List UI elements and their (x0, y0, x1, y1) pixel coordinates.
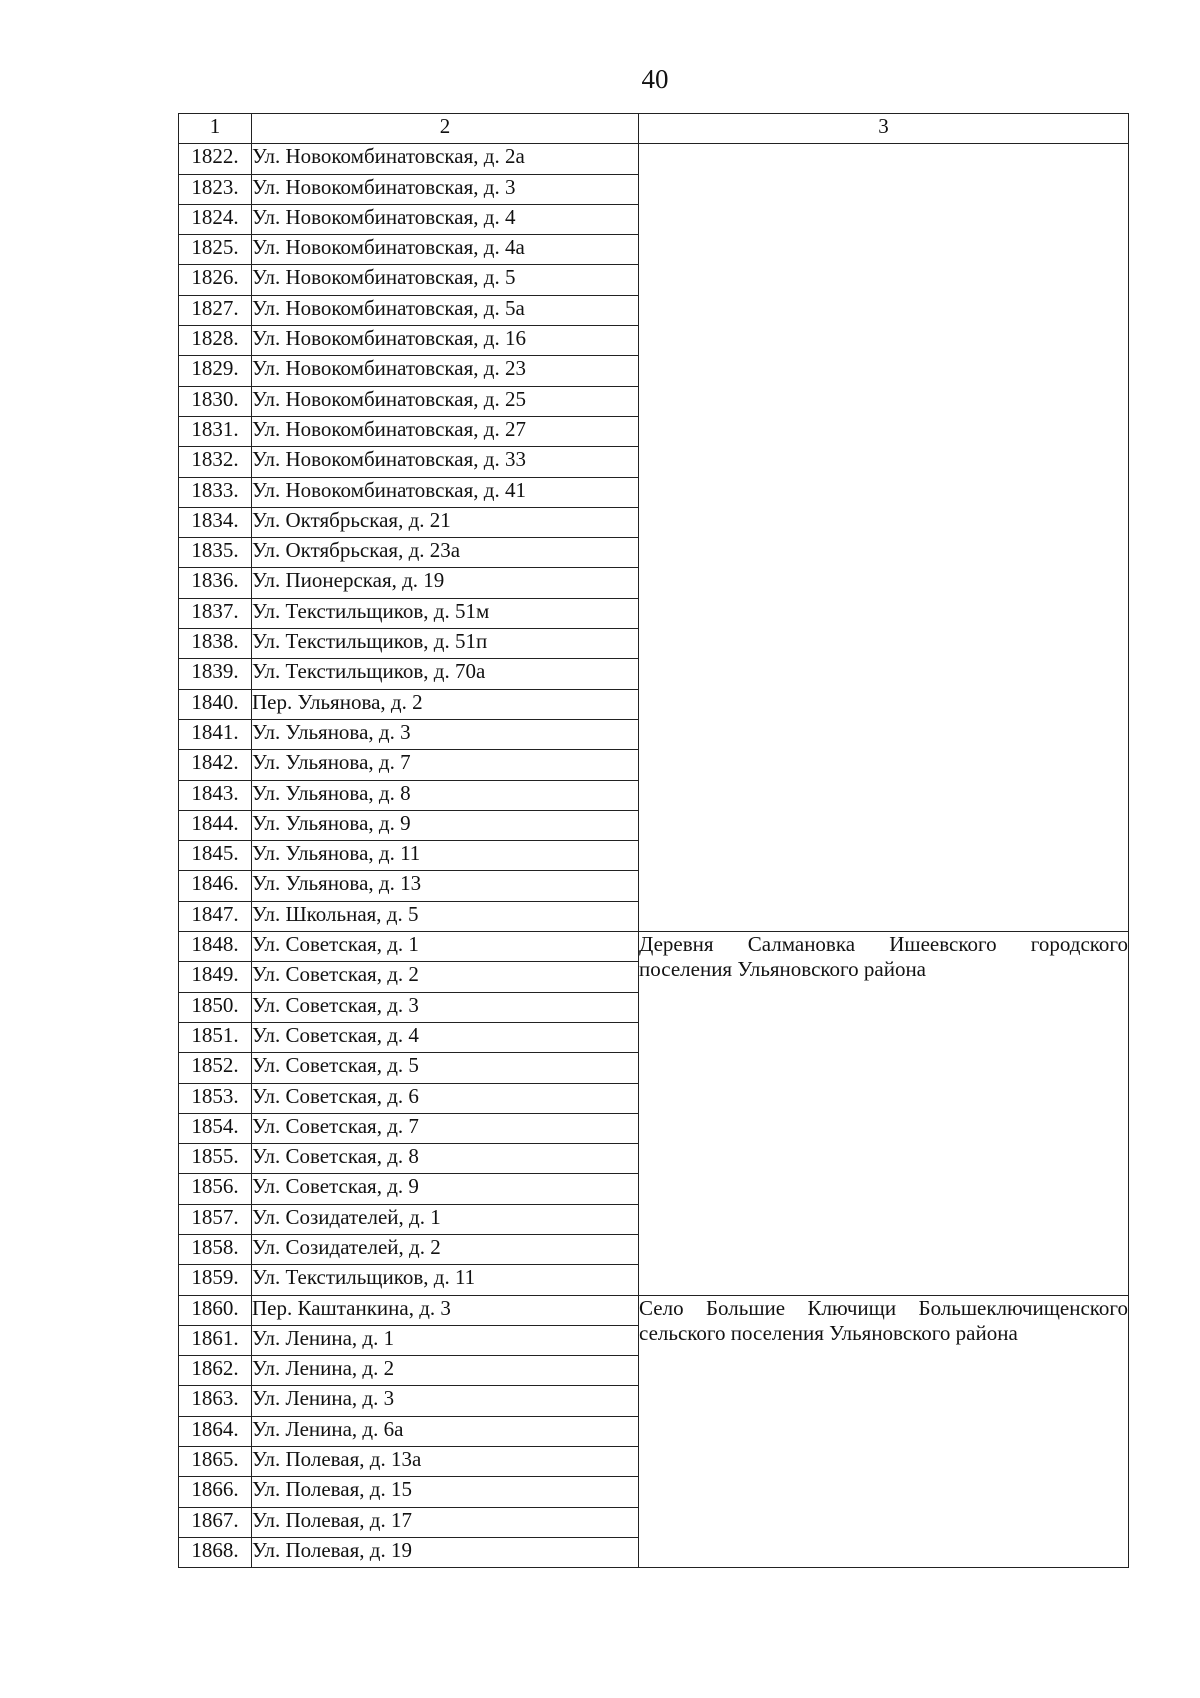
column-header-location: 3 (639, 114, 1129, 144)
column-header-number: 1 (179, 114, 252, 144)
address-cell: Ул. Советская, д. 4 (252, 1022, 639, 1052)
address-cell: Пер. Ульянова, д. 2 (252, 689, 639, 719)
row-number-cell: 1856. (179, 1174, 252, 1204)
address-cell: Пер. Каштанкина, д. 3 (252, 1295, 639, 1325)
row-number-cell: 1846. (179, 871, 252, 901)
row-number-cell: 1851. (179, 1022, 252, 1052)
address-cell: Ул. Советская, д. 9 (252, 1174, 639, 1204)
row-number-cell: 1852. (179, 1053, 252, 1083)
address-cell: Ул. Текстильщиков, д. 51м (252, 598, 639, 628)
row-number-cell: 1862. (179, 1356, 252, 1386)
row-number-cell: 1857. (179, 1204, 252, 1234)
settlement-cell (639, 144, 1129, 932)
address-cell: Ул. Новокомбинатовская, д. 2а (252, 144, 639, 174)
address-cell: Ул. Новокомбинатовская, д. 25 (252, 386, 639, 416)
address-cell: Ул. Текстильщиков, д. 51п (252, 629, 639, 659)
address-cell: Ул. Новокомбинатовская, д. 16 (252, 326, 639, 356)
address-cell: Ул. Ульянова, д. 8 (252, 780, 639, 810)
row-number-cell: 1842. (179, 750, 252, 780)
address-cell: Ул. Полевая, д. 17 (252, 1507, 639, 1537)
row-number-cell: 1829. (179, 356, 252, 386)
address-cell: Ул. Полевая, д. 19 (252, 1537, 639, 1567)
row-number-cell: 1822. (179, 144, 252, 174)
address-cell: Ул. Советская, д. 1 (252, 932, 639, 962)
address-cell: Ул. Новокомбинатовская, д. 5а (252, 295, 639, 325)
address-cell: Ул. Ульянова, д. 7 (252, 750, 639, 780)
address-cell: Ул. Советская, д. 2 (252, 962, 639, 992)
address-cell: Ул. Новокомбинатовская, д. 5 (252, 265, 639, 295)
row-number-cell: 1849. (179, 962, 252, 992)
address-table (178, 113, 1129, 1568)
address-cell: Ул. Новокомбинатовская, д. 27 (252, 416, 639, 446)
address-cell: Ул. Новокомбинатовская, д. 41 (252, 477, 639, 507)
row-number-cell: 1826. (179, 265, 252, 295)
row-number-cell: 1858. (179, 1234, 252, 1264)
address-cell: Ул. Ленина, д. 2 (252, 1356, 639, 1386)
address-cell: Ул. Ульянова, д. 3 (252, 719, 639, 749)
row-number-cell: 1848. (179, 932, 252, 962)
row-number-cell: 1859. (179, 1265, 252, 1295)
row-number-cell: 1845. (179, 841, 252, 871)
address-cell: Ул. Октябрьская, д. 21 (252, 507, 639, 537)
row-number-cell: 1865. (179, 1447, 252, 1477)
table-body (179, 144, 1129, 1568)
row-number-cell: 1847. (179, 901, 252, 931)
address-cell: Ул. Полевая, д. 15 (252, 1477, 639, 1507)
address-cell: Ул. Текстильщиков, д. 11 (252, 1265, 639, 1295)
table-row (179, 932, 1129, 962)
row-number-cell: 1836. (179, 568, 252, 598)
settlement-cell: Село Большие Ключищи Большеключищенского сельского поселения Ульяновского района (639, 1295, 1129, 1568)
row-number-cell: 1843. (179, 780, 252, 810)
address-cell: Ул. Новокомбинатовская, д. 4а (252, 235, 639, 265)
address-cell: Ул. Новокомбинатовская, д. 4 (252, 204, 639, 234)
address-cell: Ул. Ульянова, д. 13 (252, 871, 639, 901)
address-cell: Ул. Новокомбинатовская, д. 3 (252, 174, 639, 204)
address-cell: Ул. Ленина, д. 3 (252, 1386, 639, 1416)
address-cell: Ул. Школьная, д. 5 (252, 901, 639, 931)
table-header-row (179, 114, 1129, 144)
address-cell: Ул. Ленина, д. 6а (252, 1416, 639, 1446)
row-number-cell: 1850. (179, 992, 252, 1022)
address-cell: Ул. Полевая, д. 13а (252, 1447, 639, 1477)
column-header-address: 2 (252, 114, 639, 144)
address-cell: Ул. Советская, д. 7 (252, 1113, 639, 1143)
row-number-cell: 1839. (179, 659, 252, 689)
row-number-cell: 1823. (179, 174, 252, 204)
address-cell: Ул. Созидателей, д. 1 (252, 1204, 639, 1234)
address-cell: Ул. Ульянова, д. 11 (252, 841, 639, 871)
row-number-cell: 1831. (179, 416, 252, 446)
address-cell: Ул. Новокомбинатовская, д. 33 (252, 447, 639, 477)
row-number-cell: 1867. (179, 1507, 252, 1537)
address-cell: Ул. Октябрьская, д. 23а (252, 538, 639, 568)
row-number-cell: 1837. (179, 598, 252, 628)
address-cell: Ул. Новокомбинатовская, д. 23 (252, 356, 639, 386)
row-number-cell: 1838. (179, 629, 252, 659)
address-cell: Ул. Советская, д. 3 (252, 992, 639, 1022)
address-cell: Ул. Советская, д. 5 (252, 1053, 639, 1083)
row-number-cell: 1828. (179, 326, 252, 356)
row-number-cell: 1853. (179, 1083, 252, 1113)
row-number-cell: 1860. (179, 1295, 252, 1325)
row-number-cell: 1854. (179, 1113, 252, 1143)
address-cell: Ул. Пионерская, д. 19 (252, 568, 639, 598)
row-number-cell: 1832. (179, 447, 252, 477)
row-number-cell: 1868. (179, 1537, 252, 1567)
table-row (179, 144, 1129, 174)
address-cell: Ул. Ульянова, д. 9 (252, 810, 639, 840)
row-number-cell: 1833. (179, 477, 252, 507)
row-number-cell: 1841. (179, 719, 252, 749)
row-number-cell: 1824. (179, 204, 252, 234)
table-row (179, 1295, 1129, 1325)
row-number-cell: 1866. (179, 1477, 252, 1507)
row-number-cell: 1855. (179, 1144, 252, 1174)
row-number-cell: 1844. (179, 810, 252, 840)
address-cell: Ул. Советская, д. 6 (252, 1083, 639, 1113)
row-number-cell: 1861. (179, 1325, 252, 1355)
row-number-cell: 1864. (179, 1416, 252, 1446)
row-number-cell: 1835. (179, 538, 252, 568)
address-cell: Ул. Текстильщиков, д. 70а (252, 659, 639, 689)
page-number: 40 (641, 64, 669, 94)
row-number-cell: 1825. (179, 235, 252, 265)
address-cell: Ул. Советская, д. 8 (252, 1144, 639, 1174)
address-cell: Ул. Созидателей, д. 2 (252, 1234, 639, 1264)
row-number-cell: 1840. (179, 689, 252, 719)
settlement-cell: Деревня Салмановка Ишеевского городского поселения Ульяновского района (639, 932, 1129, 1296)
row-number-cell: 1863. (179, 1386, 252, 1416)
row-number-cell: 1830. (179, 386, 252, 416)
address-cell: Ул. Ленина, д. 1 (252, 1325, 639, 1355)
row-number-cell: 1827. (179, 295, 252, 325)
row-number-cell: 1834. (179, 507, 252, 537)
